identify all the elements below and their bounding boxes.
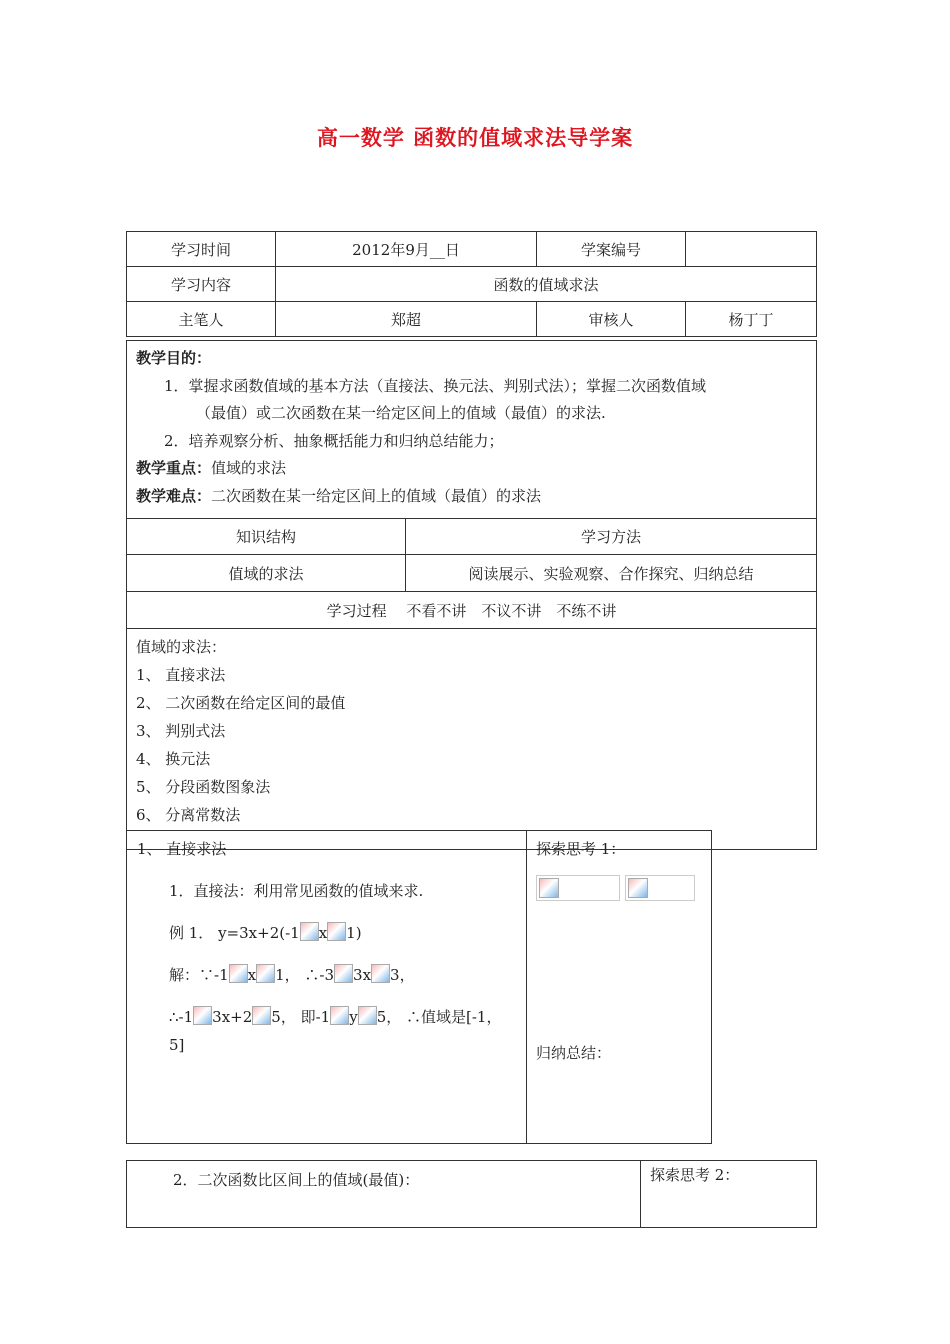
example-text: 1) [346,924,362,942]
le-symbol-icon [327,922,346,941]
le-symbol-icon [330,1006,349,1025]
solution-text: 5， 即-1 [271,1008,331,1026]
author-value: 郑超 [276,302,537,337]
difficulty-value: 二次函数在某一给定区间上的值域（最值）的求法 [211,486,542,505]
content-value: 函数的值域求法 [276,267,817,302]
image-icon [539,878,559,898]
method-header: 学习方法 [406,519,817,555]
solution-text: 3x+2 [212,1008,253,1026]
solution-text: ∴-1 [169,1008,194,1026]
le-symbol-icon [193,1006,212,1025]
objectives-cell [127,341,817,519]
process-row: 学习过程 不看不讲 不议不讲 不练不讲 [127,592,817,629]
method-item: 2、 二次函数在给定区间的最值 [136,694,346,712]
objectives-heading: 教学目的： [136,349,212,367]
key-label: 教学重点： [136,459,212,477]
method-item: 5、 分段函数图象法 [136,778,271,796]
plan-table [126,340,817,850]
example-text: x [318,924,328,942]
case-no-value [686,232,817,267]
objective-1a: 1．掌握求函数值域的基本方法（直接法、换元法、判别式法）；掌握二次函数值域 [164,376,707,395]
methods-cell [127,629,817,850]
method-item: 6、 分离常数法 [136,806,241,824]
explore-1-label: 探索思考 1： [536,840,626,858]
method-item: 4、 换元法 [136,750,211,768]
image-icon [628,878,648,898]
solution-text: 5， ∴值域是[-1， 5] [169,1008,502,1054]
content-label: 学习内容 [127,267,276,302]
explore-2-label: 探索思考 2： [641,1161,817,1228]
reviewer-value: 杨丁丁 [686,302,817,337]
le-symbol-icon [334,964,353,983]
method-item: 3、 判别式法 [136,722,226,740]
section2-table [126,1160,817,1228]
objective-1b: （最值）或二次函数在某一给定区间上的值域（最值）的求法. [196,404,606,422]
solution-text: x [247,966,257,984]
case-no-label: 学案编号 [537,232,686,267]
solution-text: 解：∵-1 [169,966,229,984]
explore-cell-1 [527,831,712,1144]
le-symbol-icon [252,1006,271,1025]
solution-line-1 [137,961,516,989]
solution-text: 1， ∴-3 [275,966,335,984]
solution-text: y [349,1008,358,1026]
le-symbol-icon [256,964,275,983]
structure-value: 值域的求法 [127,555,406,592]
section1-heading: 1、 直接求法 [137,840,227,858]
reviewer-label: 审核人 [537,302,686,337]
explore-1-images [536,875,702,901]
le-symbol-icon [229,964,248,983]
image-placeholder [625,875,695,901]
le-symbol-icon [371,964,390,983]
le-symbol-icon [358,1006,377,1025]
info-table [126,231,817,337]
structure-header: 知识结构 [127,519,406,555]
methods-heading: 值域的求法： [136,638,227,656]
section2-heading: 2．二次函数比区间上的值域(最值)： [127,1161,641,1228]
image-placeholder [536,875,620,901]
summary-label: 归纳总结： [536,1044,612,1062]
method-item: 1、 直接求法 [136,666,226,684]
objective-2: 2．培养观察分析、抽象概括能力和归纳总结能力； [164,431,504,450]
le-symbol-icon [300,922,319,941]
example-1 [137,919,516,947]
page-title: 高一数学 函数的值域求法导学案 [316,126,634,150]
method-value: 阅读展示、实验观察、合作探究、归纳总结 [406,555,817,592]
solution-line-2 [137,1003,516,1059]
author-label: 主笔人 [127,302,276,337]
key-value: 值域的求法 [211,459,287,477]
solution-text: 3x [353,966,372,984]
solution-text: 3， [390,966,415,984]
time-label: 学习时间 [127,232,276,267]
direct-method-def: 1．直接法：利用常见函数的值域来求. [169,882,424,900]
section1-content [127,831,527,1144]
difficulty-label: 教学难点： [136,486,212,505]
example-text: 例 1． y=3x+2(-1 [169,924,300,942]
time-value: 2012年9月__日 [276,232,537,267]
section1-table [126,830,712,1144]
